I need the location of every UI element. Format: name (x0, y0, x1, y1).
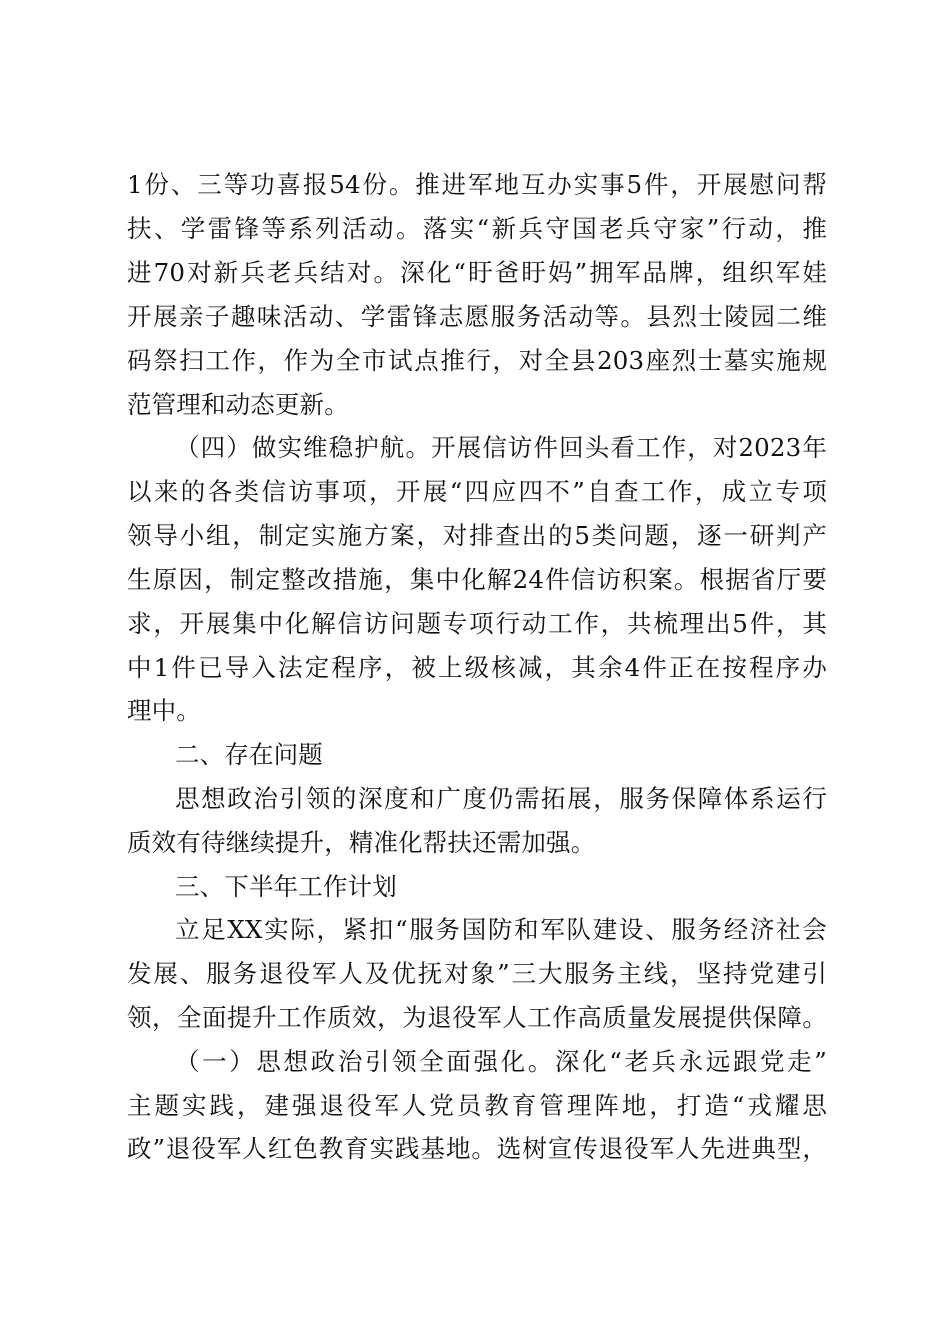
paragraph-line: 主题实践，建强退役军人党员教育管理阵地，打造“戎耀思 (127, 1091, 827, 1120)
paragraph-line: 1份、三等功喜报54份。推进军地互办实事5件，开展慰问帮 (127, 170, 827, 199)
paragraph-line: 开展亲子趣味活动、学雷锋志愿服务活动等。县烈士陵园二维 (127, 302, 827, 331)
paragraph-line: 码祭扫工作，作为全市试点推行，对全县203座烈士墓实施规 (127, 346, 827, 375)
paragraph-line: 以来的各类信访事项，开展“四应四不”自查工作，成立专项 (127, 477, 827, 506)
paragraph-line: 理中。 (127, 696, 201, 725)
section-heading: 二、存在问题 (175, 740, 323, 769)
paragraph-line: 政”退役军人红色教育实践基地。选树宣传退役军人先进典型， (127, 1134, 827, 1163)
paragraph-line: 立足XX实际，紧扣“服务国防和军队建设、服务经济社会 (175, 915, 827, 944)
section-heading: 三、下半年工作计划 (175, 872, 397, 901)
paragraph-line: 质效有待继续提升，精准化帮扶还需加强。 (127, 828, 596, 857)
paragraph-line: 求，开展集中化解信访问题专项行动工作，共梳理出5件，其 (127, 609, 827, 638)
paragraph-line: 思想政治引领的深度和广度仍需拓展，服务保障体系运行 (175, 784, 827, 813)
paragraph-line: 中1件已导入法定程序，被上级核减，其余4件正在按程序办 (127, 653, 827, 682)
section-heading-line: （一）思想政治引领全面强化。深化“老兵永远跟党走” (175, 1047, 827, 1076)
section-heading-line: （四）做实维稳护航。开展信访件回头看工作，对2023年 (175, 433, 827, 462)
paragraph-line: 领，全面提升工作质效，为退役军人工作高质量发展提供保障。 (127, 1003, 827, 1032)
paragraph-line: 生原因，制定整改措施，集中化解24件信访积案。根据省厅要 (127, 565, 827, 594)
paragraph-line: 范管理和动态更新。 (127, 390, 349, 419)
paragraph-line: 领导小组，制定实施方案，对排查出的5类问题，逐一研判产 (127, 521, 827, 550)
paragraph-line: 发展、服务退役军人及优抚对象”三大服务主线，坚持党建引 (127, 959, 827, 988)
paragraph-line: 扶、学雷锋等系列活动。落实“新兵守国老兵守家”行动，推 (127, 214, 827, 243)
paragraph-line: 进70对新兵老兵结对。深化“盱爸盱妈”拥军品牌，组织军娃 (127, 258, 827, 287)
